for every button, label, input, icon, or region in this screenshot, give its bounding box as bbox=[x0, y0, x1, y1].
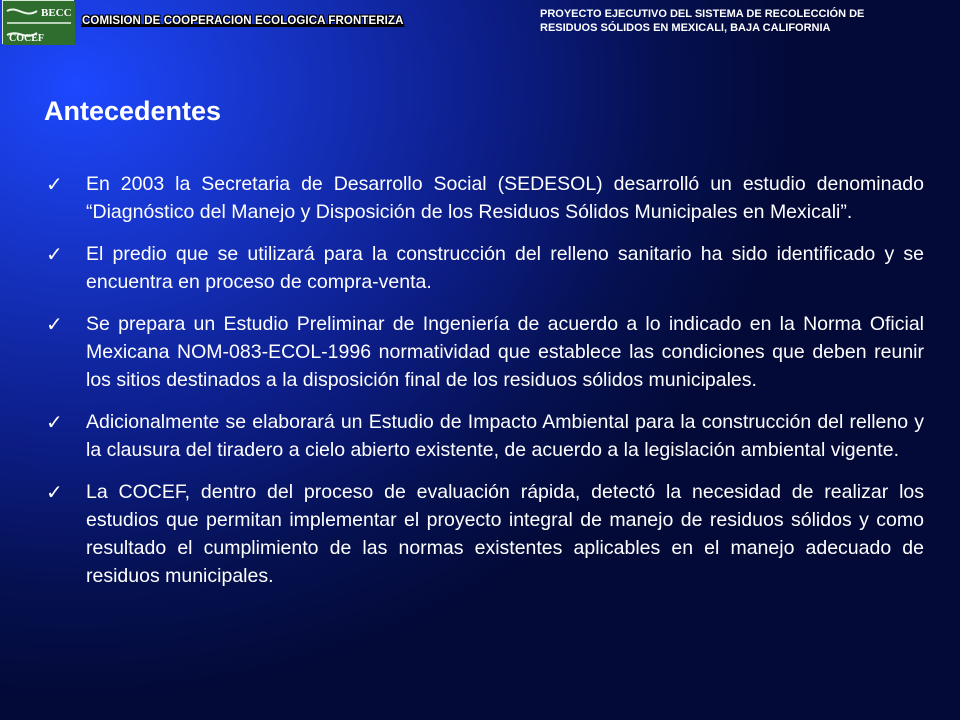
bullet-text: La COCEF, dentro del proceso de evaluación rápida, detectó la necesidad de realizar los estudios que permitan implementar el proyecto integral de manejo de residuos sólidos y como resultado el cumplimiento de las normas existentes aplicables en el manejo adecuado de residuos municipales. bbox=[86, 481, 924, 587]
logo-text-becc: BECC bbox=[41, 7, 72, 19]
bullet-item bbox=[44, 240, 924, 296]
checkmark-icon: ✓ bbox=[46, 410, 63, 434]
bullet-text: Adicionalmente se elaborará un Estudio de Impacto Ambiental para la construcción del relleno y la clausura del tiradero a cielo abierto existente, de acuerdo a la legislación ambiental vigente. bbox=[86, 411, 924, 461]
bullet-item bbox=[44, 408, 924, 464]
project-title-line-2: RESIDUOS SÓLIDOS EN MEXICALI, BAJA CALIFORNIA bbox=[540, 22, 831, 34]
bullet-text: Se prepara un Estudio Preliminar de Ingeniería de acuerdo a lo indicado en la Norma Oficial Mexicana NOM-083-ECOL-1996 normatividad que establece las condiciones que deben reunir los sitios destinados a la disposición final de los residuos sólidos municipales. bbox=[86, 313, 924, 391]
becc-cocef-logo bbox=[2, 0, 74, 44]
bullet-text: El predio que se utilizará para la construcción del relleno sanitario ha sido identificado y se encuentra en proceso de compra-venta. bbox=[86, 243, 924, 293]
checkmark-icon: ✓ bbox=[46, 480, 63, 504]
checkmark-icon: ✓ bbox=[46, 312, 63, 336]
section-title: Antecedentes bbox=[44, 96, 222, 126]
checkmark-icon: ✓ bbox=[46, 242, 63, 266]
logo-text-cocef: COCEF bbox=[9, 33, 44, 44]
bullet-list bbox=[44, 170, 924, 604]
bullet-item bbox=[44, 310, 924, 394]
bullet-item bbox=[44, 170, 924, 226]
checkmark-icon: ✓ bbox=[46, 172, 63, 196]
bullet-text: En 2003 la Secretaria de Desarrollo Social (SEDESOL) desarrolló un estudio denominado “Diagnóstico del Manejo y Disposición de los Residuos Sólidos Municipales en Mexicali”. bbox=[86, 173, 924, 223]
bullet-item bbox=[44, 478, 924, 590]
project-title bbox=[540, 7, 955, 35]
organization-name: COMISION DE COOPERACION ECOLOGICA FRONTERIZA bbox=[82, 15, 404, 27]
project-title-line-1: PROYECTO EJECUTIVO DEL SISTEMA DE RECOLECCIÓN DE bbox=[540, 8, 865, 20]
